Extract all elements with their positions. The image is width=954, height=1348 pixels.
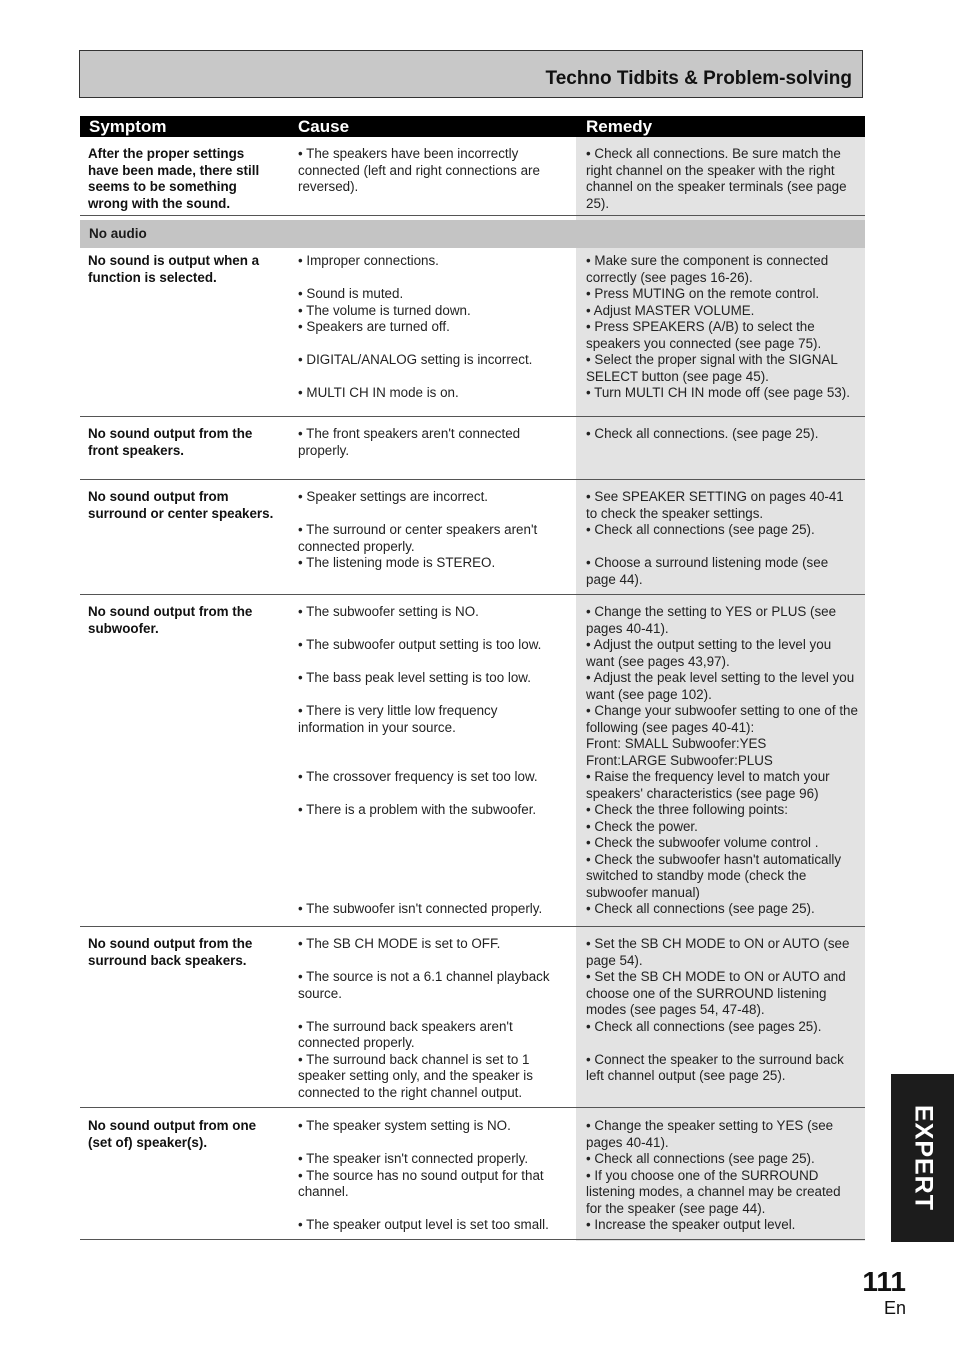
- table-row-cause: • The SB CH MODE is set to OFF. • The source is not a 6.1 channel playback source. • The surround back speakers aren't connected properly. • The surround back channel is set to 1 speaker setting only, and the speaker is connected to the right channel output.: [298, 936, 550, 1100]
- table-row-remedy: • See SPEAKER SETTING on pages 40-41 to check the speaker settings. • Check all connections (see page 25). • Choose a surround listening mode (see page 44).: [586, 489, 844, 587]
- row-divider: [80, 926, 865, 927]
- table-row-symptom: No sound output from the subwoofer.: [88, 604, 253, 636]
- table-row-remedy: • Change the setting to YES or PLUS (see pages 40-41). • Adjust the output setting to the level you want (see pages 43,97). • Adjust the peak level setting to the level you want (see page 102). • Change your subwoofer setting to one of the following (see pages 40-41): Front: SMALL Subwoofer:YES Front:LARGE Subwoofer:PLUS • Raise the frequency level to match your speakers' characteristics (see page 96) • Check the three following points: • Check the power. • Check the subwoofer volume control . • Check the subwoofer hasn't automatically switched to standby mode (check the subwoofer manual) • Check all connections (see page 25).: [586, 604, 858, 916]
- expert-tab-label: EXPERT: [909, 1104, 937, 1212]
- table-row-symptom: No sound output from the surround back speakers.: [88, 936, 253, 968]
- table-column-header: [80, 116, 865, 137]
- expert-side-tab: [891, 1074, 954, 1242]
- table-row-cause: • Improper connections. • Sound is muted. • The volume is turned down. • Speakers are turned off. • DIGITAL/ANALOG setting is incorrect. • MULTI CH IN mode is on.: [298, 253, 533, 400]
- page-title: Techno Tidbits & Problem-solving: [545, 68, 852, 89]
- table-row-cause: • The speakers have been incorrectly connected (left and right connections are reversed).: [298, 146, 540, 194]
- table-row-symptom: No sound output from surround or center speakers.: [88, 489, 274, 521]
- row-divider: [80, 416, 865, 417]
- column-header-cause: Cause: [298, 117, 350, 136]
- row-divider: [80, 594, 865, 595]
- row-divider: [80, 1107, 865, 1108]
- table-row-remedy: • Set the SB CH MODE to ON or AUTO (see page 54). • Set the SB CH MODE to ON or AUTO and choose one of the SURROUND listening modes (see pages 54, 47-48). • Check all connections (see pages 25). • Connect the speaker to the surround back left channel output (see page 25).: [586, 936, 850, 1083]
- section-label-no-audio: No audio: [89, 226, 147, 241]
- table-row-cause: • The subwoofer setting is NO. • The subwoofer output setting is too low. • The bass peak level setting is too low. • There is very little low frequency information in your source. • The crossover frequency is set too low. • There is a problem with the subwoofer. • The subwoofer isn't connected properly.: [298, 604, 543, 916]
- table-row-remedy: • Change the speaker setting to YES (see pages 40-41). • Check all connections (see page 25). • If you choose one of the SURROUND listening modes, a channel may be created for the speaker (see page 44). • Increase the speaker output level.: [586, 1118, 841, 1232]
- table-row-cause: • Speaker settings are incorrect. • The surround or center speakers aren't connected properly. • The listening mode is STEREO.: [298, 489, 538, 570]
- page-number: 111: [862, 1266, 906, 1297]
- table-row-symptom: No sound is output when a function is selected.: [88, 253, 260, 285]
- table-row-cause: • The speaker system setting is NO. • The speaker isn't connected properly. • The source has no sound output for that channel. • The speaker output level is set too small.: [298, 1118, 549, 1232]
- row-divider: [80, 1239, 865, 1240]
- section-header-box: [79, 50, 863, 98]
- row-divider: [80, 215, 865, 216]
- table-row-remedy: • Check all connections. Be sure match the right channel on the speaker with the right channel on the speaker terminals (see page 25).: [586, 146, 847, 211]
- section-row-no-audio: [80, 220, 865, 248]
- table-row-symptom: After the proper settings have been made, there still seems to be something wrong with the sound.: [88, 146, 260, 211]
- column-header-symptom: Symptom: [89, 117, 167, 136]
- page-language: En: [883, 1298, 906, 1318]
- column-header-remedy: Remedy: [586, 117, 653, 136]
- table-row-symptom: No sound output from the front speakers.: [88, 426, 253, 458]
- table-row-cause: • The front speakers aren't connected properly.: [298, 426, 521, 458]
- table-row-remedy: • Check all connections. (see page 25).: [586, 426, 819, 441]
- row-divider: [80, 479, 865, 480]
- table-row-remedy: • Make sure the component is connected correctly (see pages 16-26). • Press MUTING on the remote control. • Adjust MASTER VOLUME. • Press SPEAKERS (A/B) to select the speakers you connected (see page 75). • Select the proper signal with the SIGNAL SELECT button (see page 45). • Turn MULTI CH IN mode off (see page 53).: [586, 253, 850, 400]
- table-row-symptom: No sound output from one (set of) speaker(s).: [88, 1118, 257, 1150]
